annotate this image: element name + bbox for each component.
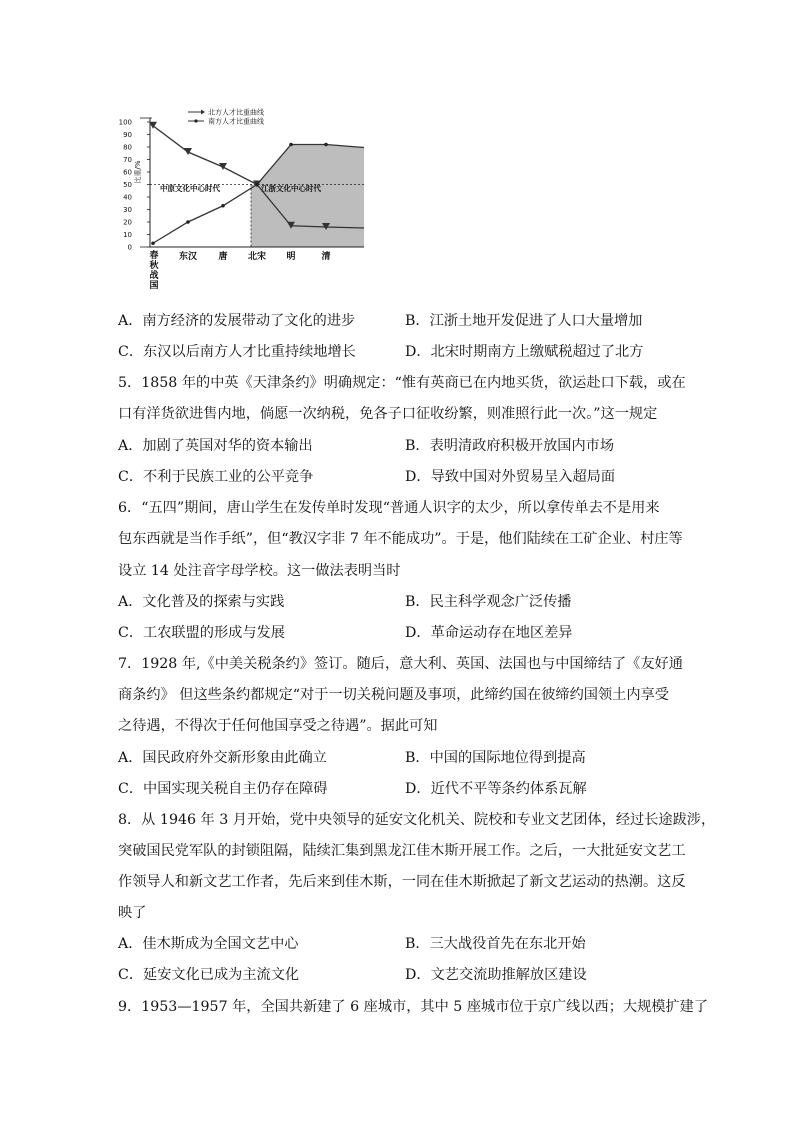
q7-option-a[interactable]: A．国民政府外交新形象由此确立 xyxy=(118,750,327,766)
x-tick-label-char: 春 xyxy=(149,251,159,261)
legend-south-label: 南方人才比重曲线 xyxy=(208,117,264,126)
x-tick-label-char: 战 xyxy=(149,271,159,281)
q7-stem-line-1: 7．1928 年,《中美关税条约》签订。随后，意大利、英国、法国也与中国缔结了《友好通 xyxy=(118,656,683,672)
q8-option-b[interactable]: B．三大战役首先在东北开始 xyxy=(405,936,586,952)
y-tick-label: 10 xyxy=(123,231,132,239)
q8-stem-line-2: 突破国民党军队的封锁阻隔，陆续汇集到黑龙江佳木斯开展工作。之后，一大批延安文艺工 xyxy=(118,843,686,859)
legend-north-arrow xyxy=(201,110,205,115)
x-tick-label-char: 国 xyxy=(149,281,159,291)
q5-stem-line-1: 5．1858 年的中英《天津条约》明确规定：“惟有英商已在内地买货，欲运赴口下载，或在 xyxy=(118,375,686,391)
q4-option-c[interactable]: C．东汉以后南方人才比重持续地增长 xyxy=(118,344,356,360)
y-tick-label: 20 xyxy=(123,218,132,227)
q8-option-c[interactable]: C．延安文化已成为主流文化 xyxy=(118,967,300,983)
talent-ratio-chart xyxy=(118,100,378,300)
south-point xyxy=(255,183,259,187)
q6-stem-line-3: 设立 14 处注音字母学校。这一做法表明当时 xyxy=(118,563,401,579)
y-tick-label: 30 xyxy=(123,206,132,214)
q5-option-d[interactable]: D．导致中国对外贸易呈入超局面 xyxy=(405,469,616,485)
north-point xyxy=(184,148,192,155)
y-tick-label: 50 xyxy=(123,181,132,189)
x-tick-label: 明 xyxy=(286,252,296,262)
q8-option-d[interactable]: D．文艺交流助推解放区建设 xyxy=(405,967,587,983)
y-tick-label: 0 xyxy=(127,243,132,252)
q8-stem-line-1: 8．从 1946 年 3 月开始，党中央领导的延安文化机关、院校和专业文艺团体，经过长途跋涉， xyxy=(118,812,716,828)
legend-north-label: 北方人才比重曲线 xyxy=(208,108,264,117)
region-label-jiangzhe: 江浙文化中心时代 xyxy=(261,183,321,193)
q6-option-c[interactable]: C．工农联盟的形成与发展 xyxy=(118,625,285,641)
q5-option-c[interactable]: C．不利于民族工业的公平竞争 xyxy=(118,469,314,485)
y-tick-label: 80 xyxy=(123,143,132,152)
south-point xyxy=(151,241,155,245)
y-tick-label: 60 xyxy=(123,168,132,177)
q8-option-a[interactable]: A．佳木斯成为全国文艺中心 xyxy=(118,936,299,952)
south-point xyxy=(289,143,293,147)
q4-option-d[interactable]: D．北宋时期南方上缴赋税超过了北方 xyxy=(405,344,644,360)
y-axis-title: 比重/% xyxy=(134,160,142,184)
q7-option-b[interactable]: B．中国的国际地位得到提高 xyxy=(405,750,586,766)
q5-option-a[interactable]: A．加剧了英国对华的资本输出 xyxy=(118,438,313,454)
region-label-zhongyuan: 中原文化中心时代 xyxy=(160,183,220,193)
south-point xyxy=(186,220,190,224)
q4-option-b[interactable]: B．江浙土地开发促进了人口大量增加 xyxy=(405,313,643,329)
q6-stem-line-1: 6．“五四”期间，唐山学生在发传单时发现“普通人识字的太少，所以拿传单去不是用来 xyxy=(118,500,660,516)
x-tick-label: 东汉 xyxy=(178,252,198,262)
q7-option-c[interactable]: C．中国实现关税自主仍存在障碍 xyxy=(118,781,328,797)
q7-stem-line-3: 之待遇，不得次于任何他国享受之待遇”。据此可知 xyxy=(118,718,438,734)
x-tick-label: 唐 xyxy=(218,252,228,262)
y-tick-label: 100 xyxy=(118,118,132,127)
south-point xyxy=(324,143,328,147)
q5-option-b[interactable]: B．表明清政府积极开放国内市场 xyxy=(405,438,615,454)
q5-stem-line-2: 口有洋货欲进售内地，倘愿一次纳税，免各子口征收纷繁，则准照行此一次。”这一规定 xyxy=(118,406,658,422)
q8-stem-line-4: 映了 xyxy=(118,905,147,921)
south-point xyxy=(221,204,225,208)
q8-stem-line-3: 作领导人和新文艺工作者，先后来到佳木斯，一同在佳木斯掀起了新文艺运动的热潮。这反 xyxy=(118,874,686,890)
q6-option-a[interactable]: A．文化普及的探索与实践 xyxy=(118,594,285,610)
y-tick-label: 70 xyxy=(123,156,132,164)
x-tick-label: 清 xyxy=(321,252,331,262)
q6-option-b[interactable]: B．民主科学观念广泛传播 xyxy=(405,594,572,610)
q6-stem-line-2: 包东西就是当作手纸”，但“教汉字非 7 年不能成功”。于是，他们陆续在工矿企业、村庄等 xyxy=(118,531,683,547)
q4-option-a[interactable]: A．南方经济的发展带动了文化的进步 xyxy=(118,313,356,329)
legend-south-dot xyxy=(194,119,197,122)
x-tick-label-char: 秋 xyxy=(149,261,159,271)
q9-stem-line-1: 9．1953—1957 年，全国共新建了 6 座城市，其中 5 座城市位于京广线以西；大规模扩建了 xyxy=(118,999,709,1015)
y-tick-label: 90 xyxy=(123,131,132,139)
q7-option-d[interactable]: D．近代不平等条约体系瓦解 xyxy=(405,781,587,797)
y-tick-label: 40 xyxy=(123,193,132,202)
jiangzhe-shaded-region xyxy=(251,145,364,248)
q6-option-d[interactable]: D．革命运动存在地区差异 xyxy=(405,625,573,641)
q7-stem-line-2: 商条约》 但这些条约都规定“对于一切关税问题及事项，此缔约国在彼缔约国领土内享受 xyxy=(118,687,669,703)
x-tick-label: 北宋 xyxy=(247,252,267,262)
